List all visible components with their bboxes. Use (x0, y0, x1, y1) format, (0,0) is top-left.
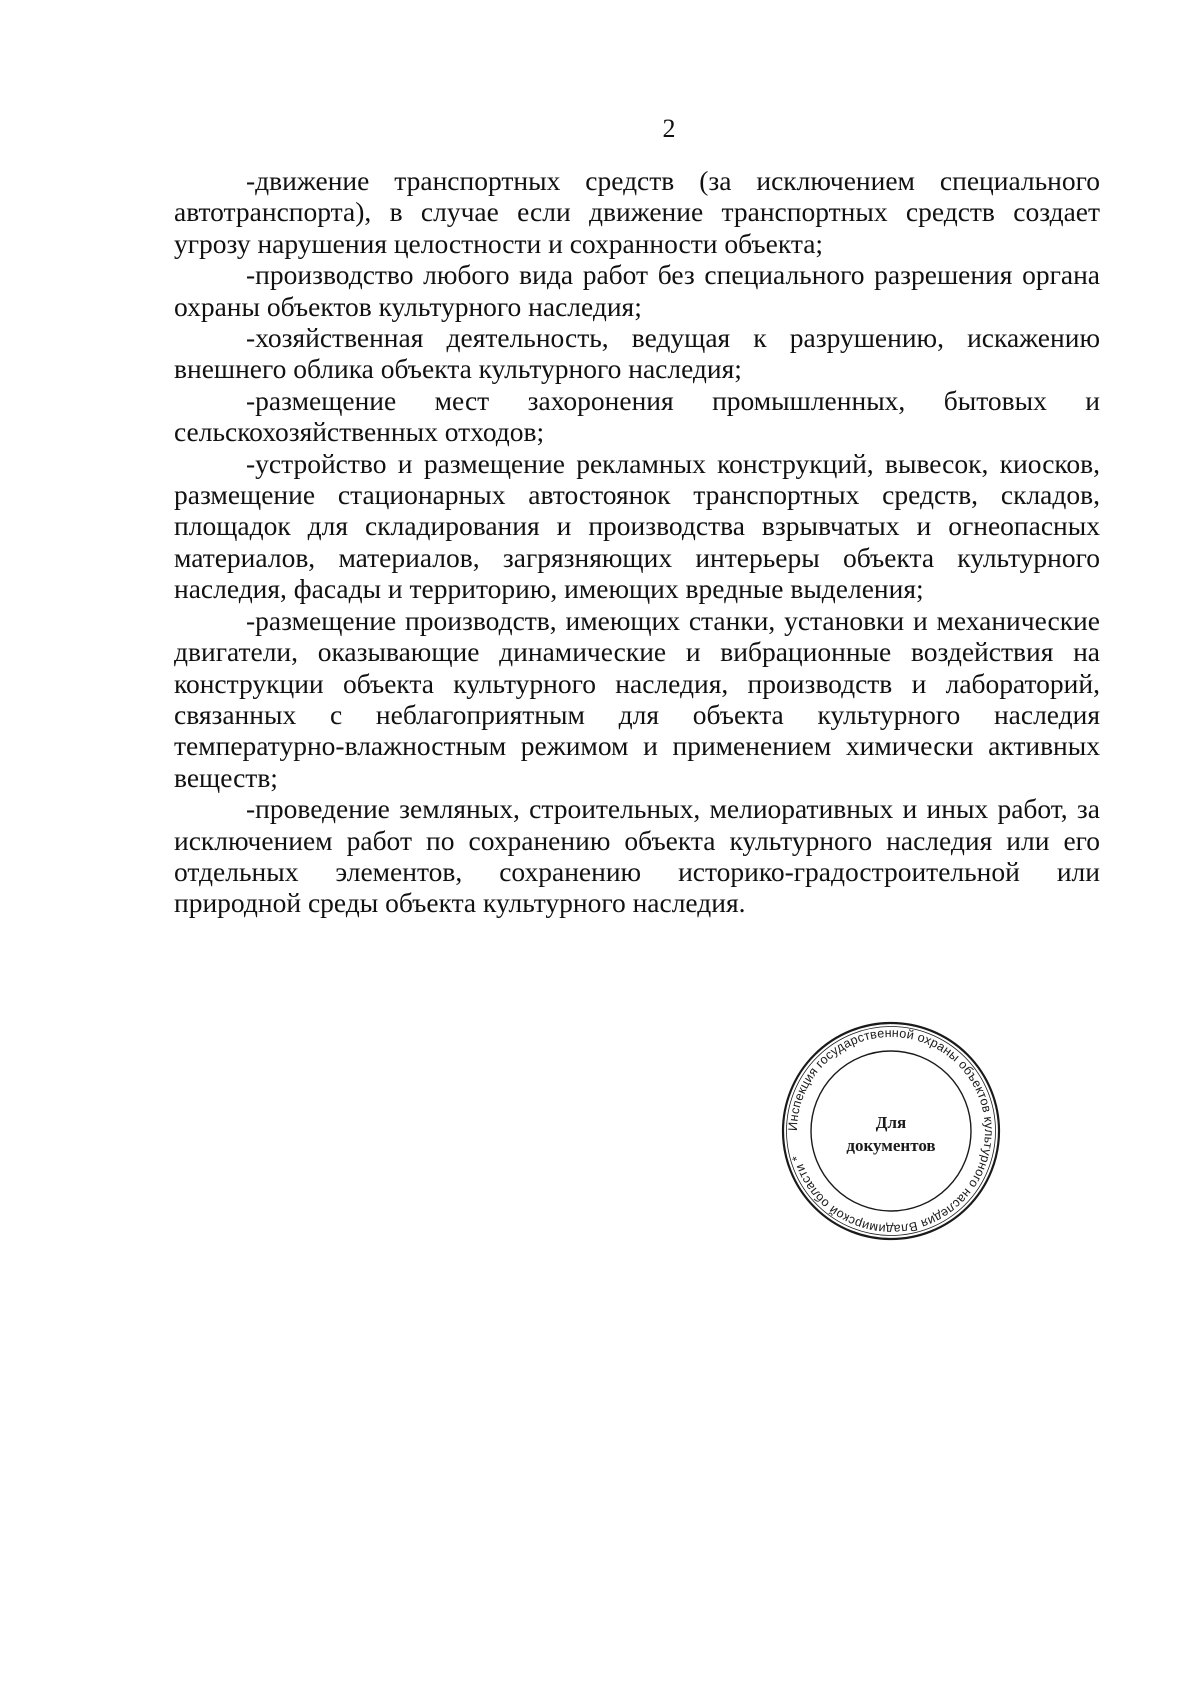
paragraph: -устройство и размещение рекламных конструкций, вывесок, киосков, размещение стационарных автостоянок транспортных средств, складов, площадок для складирования и производства взрывчатых и огнеопасных материалов, материалов, загрязняющих интерьеры объекта культурного наследия, фасады и территорию, имеющих вредные выделения; (174, 447, 1100, 605)
stamp-graphic (780, 1020, 1002, 1242)
stamp-center-line1: Для (875, 1113, 907, 1132)
paragraph: -производство любого вида работ без специального разрешения органа охраны объектов культурного наследия; (174, 259, 1100, 322)
paragraph: -проведение земляных, строительных, мелиоративных и иных работ, за исключением работ по сохранению объекта культурного наследия или его отдельных элементов, сохранению историко-градостроительной или природной среды объекта культурного наследия. (174, 793, 1100, 919)
stamp-ring-text: Инспекция государственной охраны объектов культурного наследия Владимирской области * (785, 1025, 997, 1237)
paragraph: -размещение производств, имеющих станки, установки и механические двигатели, оказывающие динамические и вибрационные воздействия на конструкции объекта культурного наследия, производств и лабораторий, связанных с неблагоприятным для объекта культурного наследия температурно-влажностным режимом и применением химически активных веществ; (174, 604, 1100, 793)
stamp-center-line2: документов (846, 1136, 936, 1155)
paragraph: -движение транспортных средств (за исключением специального автотранспорта), в случае если движение транспортных средств создает угрозу нарушения целостности и сохранности объекта; (174, 165, 1100, 259)
paragraph: -хозяйственная деятельность, ведущая к разрушению, искажению внешнего облика объекта культурного наследия; (174, 322, 1100, 385)
document-body (174, 165, 1100, 919)
page-number: 2 (662, 114, 676, 143)
paragraph: -размещение мест захоронения промышленных, бытовых и сельскохозяйственных отходов; (174, 384, 1100, 448)
official-stamp (780, 1020, 1002, 1242)
